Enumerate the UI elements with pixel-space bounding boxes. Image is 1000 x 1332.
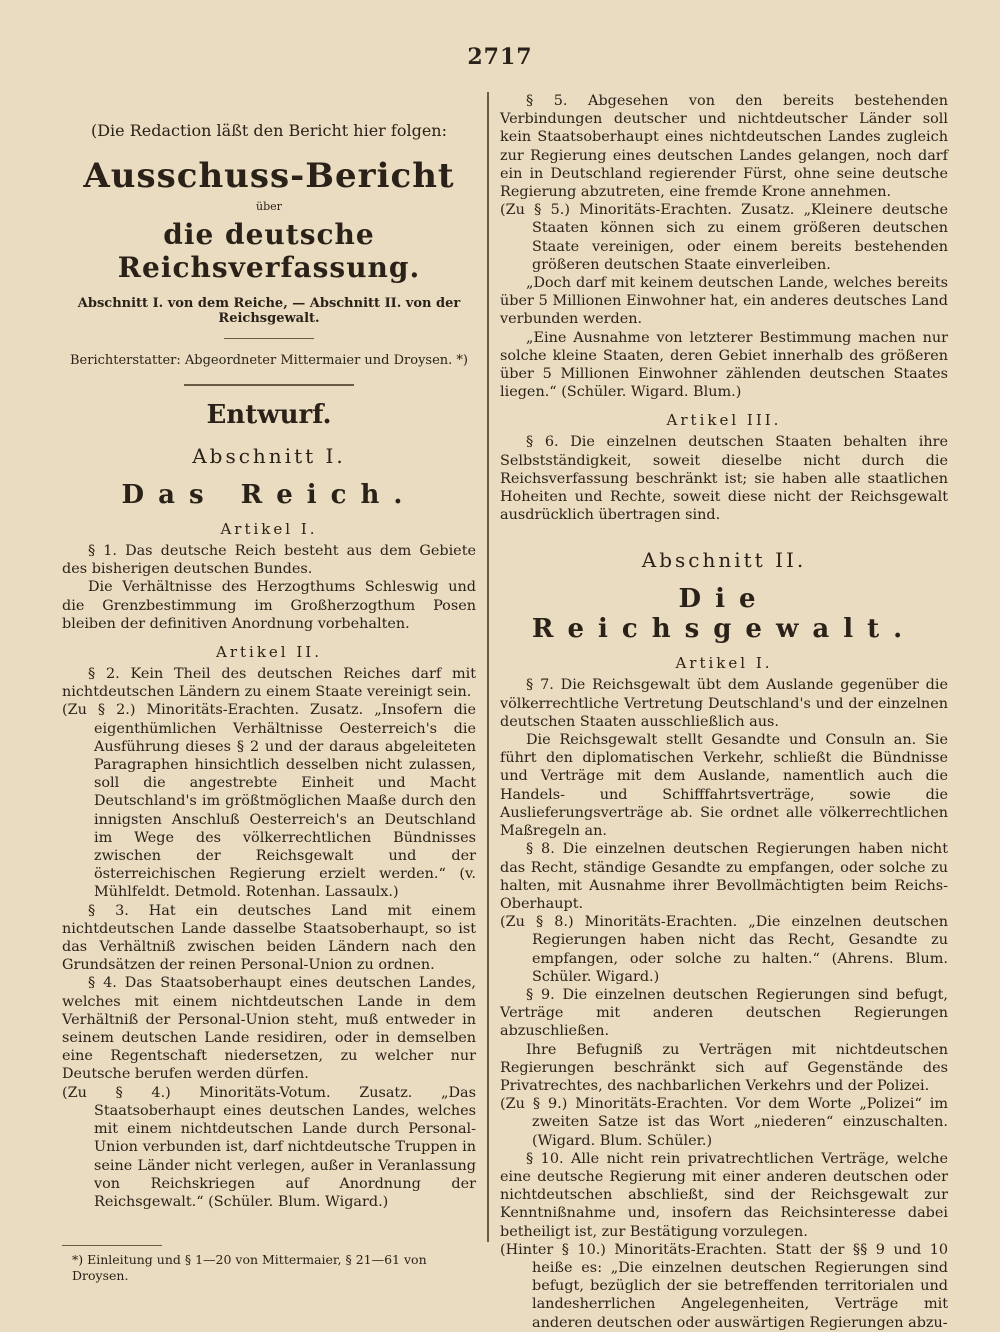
berichterstatter-line: Berichterstatter: Abgeordneter Mittermaier und Droysen. *) — [69, 353, 469, 368]
abschnitt-title: Das Reich. — [121, 480, 417, 510]
paragraph: § 6. Die einzelnen deutschen Staaten behalten ihre Selbstständigkeit, soweit dieselbe nicht durch die Reichsverfassung beschränkt ist; sie haben alle staatlichen Hoheiten und Rechte, soweit diese nicht der Reichsgewalt ausdrücklich übertragen sind. — [500, 434, 948, 524]
paragraph: Die Verhältnisse des Herzogthums Schleswig und die Grenzbestimmung im Großherzogthum Posen bleiben der definitiven Anordnung vorbehalten. — [62, 579, 476, 632]
paragraph: § 8. Die einzelnen deutschen Regierungen haben nicht das Recht, ständige Gesandte zu empfangen, oder solche zu halten, mit Ausnahme ihrer Bevollmächtigten beim Reichs-Oberhaupt. — [500, 841, 948, 912]
abschnitt-heading: Abschnitt I. — [192, 444, 346, 468]
report-subject: die deutsche Reichsverfassung. — [117, 218, 421, 284]
entwurf-heading: Entwurf. — [206, 400, 332, 430]
right-column — [500, 92, 948, 1332]
paragraph: „Eine Ausnahme von letzterer Bestimmung machen nur solche kleine Staaten, deren Gebiet innerhalb des größeren über 5 Millionen Einwohner zählenden deutschen Staates liegen.“ (Schüler. Wigard. Blum.) — [500, 329, 948, 401]
artikel-heading: Artikel I. — [675, 654, 773, 673]
left-column — [62, 92, 476, 1284]
paragraph: § 2. Kein Theil des deutschen Reiches darf mit nichtdeutschen Ländern zu einem Staate vereinigt sein. — [62, 666, 476, 701]
minority-opinion: (Zu § 2.) Minoritäts-Erachten. Zusatz. „Insofern die eigenthümlichen Verhältnisse Oesterreich's die Ausführung dieses § 2 und der daraus abgeleiteten Paragraphen hinsichtlich desselben nicht zulassen, soll die angestrebte Einheit und Macht Deutschland's im größtmöglichen Maaße durch den innigsten Anschluß Oesterreich's an Deutschland im Wege des völkerrechtlichen Bündnisses zwischen der Reichsgewalt und der österreichischen Regierung erzielt werden.“ (v. Mühlfeldt. Detmold. Rotenhan. Lassaulx.) — [62, 702, 476, 901]
report-title: Ausschuss-Bericht — [83, 156, 455, 196]
minority-opinion: (Zu § 4.) Minoritäts-Votum. Zusatz. „Das Staatsoberhaupt eines deutschen Landes, welches mit einem nichtdeutschen Lande durch Personal-Union verbunden ist, darf nichtdeutsche Truppen in seine Länder nicht verlegen, außer in Veranlassung von Reichskriegen auf Anordnung der Reichsgewalt.“ (Schüler. Blum. Wigard.) — [62, 1084, 476, 1210]
paragraph: § 10. Alle nicht rein privatrechtlichen Verträge, welche eine deutsche Regierung mit einer anderen deutschen oder nichtdeutschen abschließt, sind der Reichsgewalt zur Kenntnißnahme und, insofern das Reichsinteresse dabei betheiligt ist, zur Bestätigung vorzulegen. — [500, 1150, 948, 1240]
footnote: *) Einleitung und § 1—20 von Mittermaier, § 21—61 von Droysen. — [72, 1252, 427, 1284]
short-divider — [224, 338, 314, 339]
artikel-heading: Artikel III. — [666, 411, 782, 430]
minority-opinion: (Zu § 9.) Minoritäts-Erachten. Vor dem Worte „Polizei“ im zweiten Satze ist das Wort „niederen“ einzuschalten. (Wigard. Blum. Schüler.) — [500, 1096, 948, 1149]
abschnitt-heading: Abschnitt II. — [641, 548, 807, 573]
intro-line: (Die Redaction läßt den Bericht hier folgen: — [90, 121, 447, 140]
page-number: 2717 — [467, 44, 533, 70]
paragraph: § 3. Hat ein deutsches Land mit einem nichtdeutschen Lande dasselbe Staatsoberhaupt, so ist das Verhältniß zwischen beiden Ländern nach den Grundsätzen der reinen Personal-Union zu ordnen. — [62, 902, 476, 974]
paragraph: „Doch darf mit keinem deutschen Lande, welches bereits über 5 Millionen Einwohner hat, ein anderes deutsches Land verbunden werden. — [500, 275, 948, 328]
paragraph: Ihre Befugniß zu Verträgen mit nichtdeutschen Regierungen beschränkt sich auf Gegenstände des Privatrechtes, des nachbarlichen Verkehrs und der Polizei. — [500, 1041, 948, 1094]
minority-opinion: (Hinter § 10.) Minoritäts-Erachten. Statt der §§ 9 und 10 heiße es: „Die einzelnen deutschen Regierungen sind befugt, bezüglich der sie betreffenden territorialen und landesherrlichen Angelegenheiten, Verträge mit anderen deutschen oder auswärtigen Regierungen abzu- — [500, 1241, 948, 1331]
paragraph: § 4. Das Staatsoberhaupt eines deutschen Landes, welches mit einem nichtdeutschen Lande in dem Verhältniß der Personal-Union steht, muß entweder in seinem deutschen Lande residiren, oder in demselben eine Regentschaft niedersetzen, zu welcher nur Deutsche berufen werden dürfen. — [62, 975, 476, 1083]
paragraph: § 1. Das deutsche Reich besteht aus dem Gebiete des bisherigen deutschen Bundes. — [62, 543, 476, 578]
abschnitt-title: Die Reichsgewalt. — [531, 584, 917, 645]
paragraph: § 7. Die Reichsgewalt übt dem Auslande gegenüber die völkerrechtliche Vertretung Deutschland's und der einzelnen deutschen Staaten ausschließlich aus. — [500, 677, 948, 730]
sections-line: Abschnitt I. von dem Reiche, — Abschnitt II. von der Reichsgewalt. — [77, 296, 461, 326]
ueber-word: über — [256, 200, 282, 213]
column-divider — [487, 92, 489, 1242]
artikel-heading: Artikel I. — [220, 520, 318, 538]
footnote-divider — [62, 1245, 162, 1246]
section-divider — [184, 384, 354, 386]
minority-opinion: (Zu § 8.) Minoritäts-Erachten. „Die einzelnen deutschen Regierungen haben nicht das Recht, Gesandte zu empfangen, oder solche zu halten.“ (Ahrens. Blum. Schüler. Wigard.) — [500, 914, 948, 985]
minority-opinion: (Zu § 5.) Minoritäts-Erachten. Zusatz. „Kleinere deutsche Staaten können sich zu einem größeren deutschen Staate vereinigen, oder einem bereits bestehenden größeren deutschen Staate einverleiben. — [500, 202, 948, 273]
paragraph: Die Reichsgewalt stellt Gesandte und Consuln an. Sie führt den diplomatischen Verkehr, schließt die Bündnisse und Verträge mit dem Auslande, namentlich auch die Handels- und Schifffahrtsverträge, sowie die Auslieferungsverträge ab. Sie ordnet alle völkerrechtlichen Maßregeln an. — [500, 732, 948, 840]
paragraph: § 5. Abgesehen von den bereits bestehenden Verbindungen deutscher und nichtdeutscher Länder soll kein Staatsoberhaupt eines nichtdeutschen Landes zugleich zur Regierung eines deutschen Landes gelangen, noch darf ein in Deutschland regierender Fürst, ohne seine deutsche Regierung abzutreten, eine fremde Krone annehmen. — [500, 93, 948, 201]
paragraph: § 9. Die einzelnen deutschen Regierungen sind befugt, Verträge mit anderen deutschen Regierungen abzuschließen. — [500, 986, 948, 1040]
artikel-heading: Artikel II. — [216, 643, 322, 662]
